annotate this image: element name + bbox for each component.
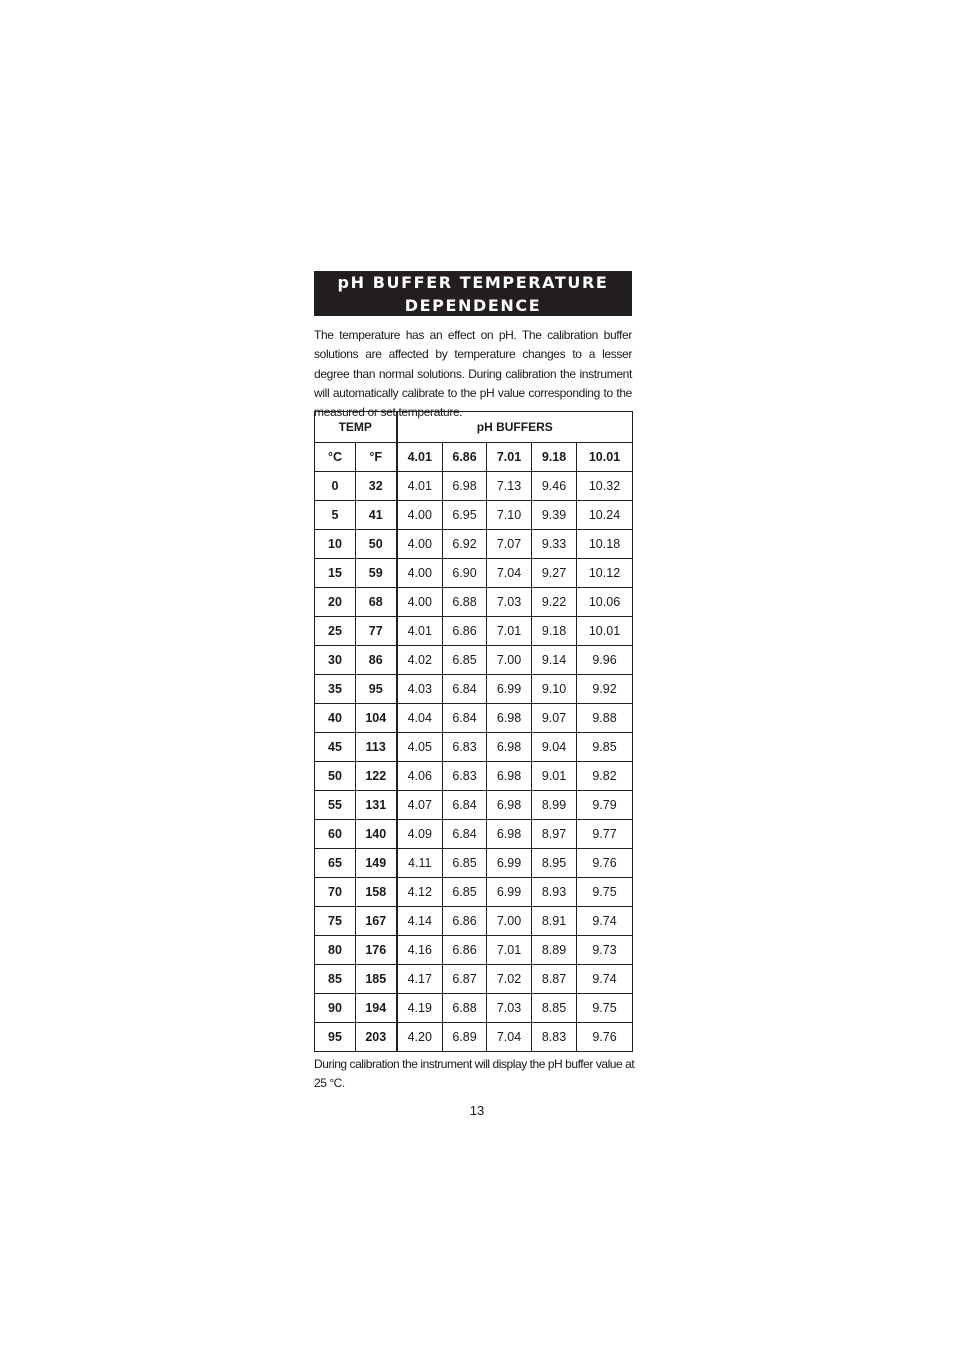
buffer-value-cell: 6.98	[487, 704, 532, 733]
buffer-value-cell: 8.97	[532, 820, 577, 849]
buffer-value-cell: 9.82	[577, 762, 633, 791]
buffer-value-cell: 9.07	[532, 704, 577, 733]
calibration-note: During calibration the instrument will display the pH buffer value at 25 °C.	[314, 1057, 635, 1090]
buffer-value-cell: 7.00	[487, 646, 532, 675]
buffer-value-cell: 7.10	[487, 501, 532, 530]
buffer-value-cell: 4.00	[397, 530, 443, 559]
buffer-value-cell: 9.96	[577, 646, 633, 675]
buffers-header: pH BUFFERS	[397, 412, 633, 443]
section-title-line2: DEPENDENCE	[404, 296, 542, 315]
table-row	[315, 530, 633, 559]
buffer-header: 6.86	[443, 443, 487, 472]
buffer-value-cell: 4.19	[397, 994, 443, 1023]
buffer-value-cell: 4.09	[397, 820, 443, 849]
buffer-value-cell: 8.99	[532, 791, 577, 820]
temp-celsius-cell: 75	[315, 907, 356, 936]
buffer-value-cell: 8.93	[532, 878, 577, 907]
buffer-value-cell: 6.92	[443, 530, 487, 559]
temp-celsius-cell: 95	[315, 1023, 356, 1052]
buffer-value-cell: 4.03	[397, 675, 443, 704]
buffer-value-cell: 6.88	[443, 588, 487, 617]
section-title-line1: pH BUFFER TEMPERATURE	[337, 273, 609, 292]
unit-fahrenheit: °F	[356, 443, 397, 472]
buffer-value-cell: 10.06	[577, 588, 633, 617]
temp-celsius-cell: 5	[315, 501, 356, 530]
temp-fahrenheit-cell: 131	[356, 791, 397, 820]
buffer-value-cell: 9.27	[532, 559, 577, 588]
temp-celsius-cell: 15	[315, 559, 356, 588]
table-row	[315, 791, 633, 820]
temp-celsius-cell: 50	[315, 762, 356, 791]
table-subheader-row	[315, 443, 633, 472]
buffer-value-cell: 6.88	[443, 994, 487, 1023]
temp-celsius-cell: 65	[315, 849, 356, 878]
buffer-value-cell: 10.12	[577, 559, 633, 588]
buffer-value-cell: 4.04	[397, 704, 443, 733]
buffer-value-cell: 6.98	[487, 733, 532, 762]
buffer-value-cell: 7.03	[487, 994, 532, 1023]
buffer-value-cell: 6.86	[443, 617, 487, 646]
buffer-value-cell: 4.02	[397, 646, 443, 675]
temp-fahrenheit-cell: 104	[356, 704, 397, 733]
buffer-value-cell: 9.88	[577, 704, 633, 733]
temp-celsius-cell: 0	[315, 472, 356, 501]
buffer-value-cell: 6.98	[487, 791, 532, 820]
unit-celsius: °C	[315, 443, 356, 472]
buffer-value-cell: 4.06	[397, 762, 443, 791]
buffer-value-cell: 9.76	[577, 849, 633, 878]
buffer-value-cell: 6.98	[443, 472, 487, 501]
table-row	[315, 675, 633, 704]
table-row	[315, 907, 633, 936]
buffer-value-cell: 9.74	[577, 907, 633, 936]
buffer-value-cell: 9.77	[577, 820, 633, 849]
table-row	[315, 965, 633, 994]
buffer-value-cell: 9.18	[532, 617, 577, 646]
buffer-value-cell: 6.84	[443, 820, 487, 849]
buffer-value-cell: 6.98	[487, 762, 532, 791]
table-row	[315, 878, 633, 907]
table-row	[315, 733, 633, 762]
buffer-value-cell: 6.99	[487, 675, 532, 704]
buffer-value-cell: 7.03	[487, 588, 532, 617]
buffer-value-cell: 9.33	[532, 530, 577, 559]
temp-celsius-cell: 30	[315, 646, 356, 675]
temp-celsius-cell: 70	[315, 878, 356, 907]
temp-fahrenheit-cell: 77	[356, 617, 397, 646]
temp-fahrenheit-cell: 194	[356, 994, 397, 1023]
buffer-value-cell: 8.85	[532, 994, 577, 1023]
buffer-value-cell: 7.01	[487, 617, 532, 646]
buffer-value-cell: 9.10	[532, 675, 577, 704]
buffer-value-cell: 6.98	[487, 820, 532, 849]
buffer-value-cell: 10.24	[577, 501, 633, 530]
buffer-value-cell: 6.87	[443, 965, 487, 994]
table-row	[315, 472, 633, 501]
table-row	[315, 762, 633, 791]
temp-fahrenheit-cell: 176	[356, 936, 397, 965]
temp-celsius-cell: 35	[315, 675, 356, 704]
buffer-header: 4.01	[397, 443, 443, 472]
temp-fahrenheit-cell: 113	[356, 733, 397, 762]
buffer-value-cell: 7.02	[487, 965, 532, 994]
table-row	[315, 646, 633, 675]
buffer-value-cell: 7.04	[487, 559, 532, 588]
temp-fahrenheit-cell: 185	[356, 965, 397, 994]
buffer-value-cell: 7.04	[487, 1023, 532, 1052]
buffer-value-cell: 6.85	[443, 878, 487, 907]
buffer-value-cell: 9.75	[577, 994, 633, 1023]
buffer-value-cell: 9.01	[532, 762, 577, 791]
temp-celsius-cell: 40	[315, 704, 356, 733]
buffer-header: 9.18	[532, 443, 577, 472]
intro-paragraph	[314, 326, 632, 422]
buffer-value-cell: 8.87	[532, 965, 577, 994]
buffer-value-cell: 4.17	[397, 965, 443, 994]
buffer-value-cell: 4.05	[397, 733, 443, 762]
buffer-value-cell: 4.12	[397, 878, 443, 907]
temp-fahrenheit-cell: 95	[356, 675, 397, 704]
buffer-value-cell: 6.85	[443, 849, 487, 878]
buffer-value-cell: 4.00	[397, 501, 443, 530]
buffer-value-cell: 6.99	[487, 849, 532, 878]
temp-celsius-cell: 20	[315, 588, 356, 617]
buffer-value-cell: 8.91	[532, 907, 577, 936]
buffer-value-cell: 9.22	[532, 588, 577, 617]
temp-fahrenheit-cell: 167	[356, 907, 397, 936]
temp-celsius-cell: 55	[315, 791, 356, 820]
buffer-value-cell: 10.01	[577, 617, 633, 646]
table-row	[315, 849, 633, 878]
temp-celsius-cell: 80	[315, 936, 356, 965]
buffer-value-cell: 9.14	[532, 646, 577, 675]
temp-fahrenheit-cell: 122	[356, 762, 397, 791]
temp-celsius-cell: 90	[315, 994, 356, 1023]
buffer-value-cell: 9.85	[577, 733, 633, 762]
table-row	[315, 936, 633, 965]
table-row	[315, 617, 633, 646]
buffer-value-cell: 6.84	[443, 704, 487, 733]
temp-fahrenheit-cell: 41	[356, 501, 397, 530]
intro-text: The temperature has an effect on pH. The calibration buffer solutions are affected by temperature changes to a lesser degree than normal solutions. During calibration the instrument will automatically calibrate to the pH value corresponding to the measured or set temperature.	[314, 328, 632, 420]
temp-fahrenheit-cell: 32	[356, 472, 397, 501]
buffer-value-cell: 7.00	[487, 907, 532, 936]
buffer-value-cell: 4.16	[397, 936, 443, 965]
buffer-value-cell: 4.07	[397, 791, 443, 820]
buffer-value-cell: 9.92	[577, 675, 633, 704]
buffer-value-cell: 6.84	[443, 791, 487, 820]
buffer-value-cell: 9.74	[577, 965, 633, 994]
table-row	[315, 820, 633, 849]
buffer-value-cell: 7.07	[487, 530, 532, 559]
buffer-value-cell: 10.32	[577, 472, 633, 501]
table-row	[315, 559, 633, 588]
buffer-value-cell: 9.46	[532, 472, 577, 501]
buffer-value-cell: 6.90	[443, 559, 487, 588]
buffer-value-cell: 4.01	[397, 617, 443, 646]
buffer-value-cell: 4.01	[397, 472, 443, 501]
table-row	[315, 704, 633, 733]
temp-celsius-cell: 85	[315, 965, 356, 994]
table-row	[315, 588, 633, 617]
temp-celsius-cell: 10	[315, 530, 356, 559]
section-title	[314, 271, 632, 316]
temp-fahrenheit-cell: 68	[356, 588, 397, 617]
buffer-value-cell: 6.84	[443, 675, 487, 704]
buffer-value-cell: 4.00	[397, 559, 443, 588]
buffer-value-cell: 6.89	[443, 1023, 487, 1052]
buffer-value-cell: 6.85	[443, 646, 487, 675]
buffer-value-cell: 7.13	[487, 472, 532, 501]
temp-celsius-cell: 25	[315, 617, 356, 646]
table-row	[315, 1023, 633, 1052]
buffer-value-cell: 9.75	[577, 878, 633, 907]
temp-fahrenheit-cell: 140	[356, 820, 397, 849]
buffer-value-cell: 4.11	[397, 849, 443, 878]
buffer-value-cell: 7.01	[487, 936, 532, 965]
buffer-value-cell: 6.99	[487, 878, 532, 907]
temp-fahrenheit-cell: 149	[356, 849, 397, 878]
buffer-value-cell: 6.86	[443, 936, 487, 965]
buffer-value-cell: 9.79	[577, 791, 633, 820]
buffer-value-cell: 9.39	[532, 501, 577, 530]
buffer-value-cell: 6.83	[443, 733, 487, 762]
buffer-table	[314, 411, 633, 1052]
buffer-value-cell: 9.04	[532, 733, 577, 762]
buffer-value-cell: 8.89	[532, 936, 577, 965]
temp-fahrenheit-cell: 59	[356, 559, 397, 588]
temp-celsius-cell: 45	[315, 733, 356, 762]
table-row	[315, 501, 633, 530]
table-header-row	[315, 412, 633, 443]
buffer-value-cell: 4.14	[397, 907, 443, 936]
buffer-value-cell: 6.86	[443, 907, 487, 936]
page-number: 13	[469, 1103, 485, 1118]
buffer-value-cell: 4.00	[397, 588, 443, 617]
buffer-value-cell: 9.73	[577, 936, 633, 965]
temp-fahrenheit-cell: 50	[356, 530, 397, 559]
buffer-header: 10.01	[577, 443, 633, 472]
buffer-value-cell: 4.20	[397, 1023, 443, 1052]
buffer-value-cell: 9.76	[577, 1023, 633, 1052]
temp-fahrenheit-cell: 86	[356, 646, 397, 675]
buffer-header: 7.01	[487, 443, 532, 472]
buffer-value-cell: 10.18	[577, 530, 633, 559]
temp-fahrenheit-cell: 158	[356, 878, 397, 907]
temp-celsius-cell: 60	[315, 820, 356, 849]
buffer-value-cell: 6.83	[443, 762, 487, 791]
buffer-value-cell: 6.95	[443, 501, 487, 530]
buffer-value-cell: 8.83	[532, 1023, 577, 1052]
temp-fahrenheit-cell: 203	[356, 1023, 397, 1052]
temp-header: TEMP	[315, 412, 397, 443]
table-row	[315, 994, 633, 1023]
buffer-value-cell: 8.95	[532, 849, 577, 878]
